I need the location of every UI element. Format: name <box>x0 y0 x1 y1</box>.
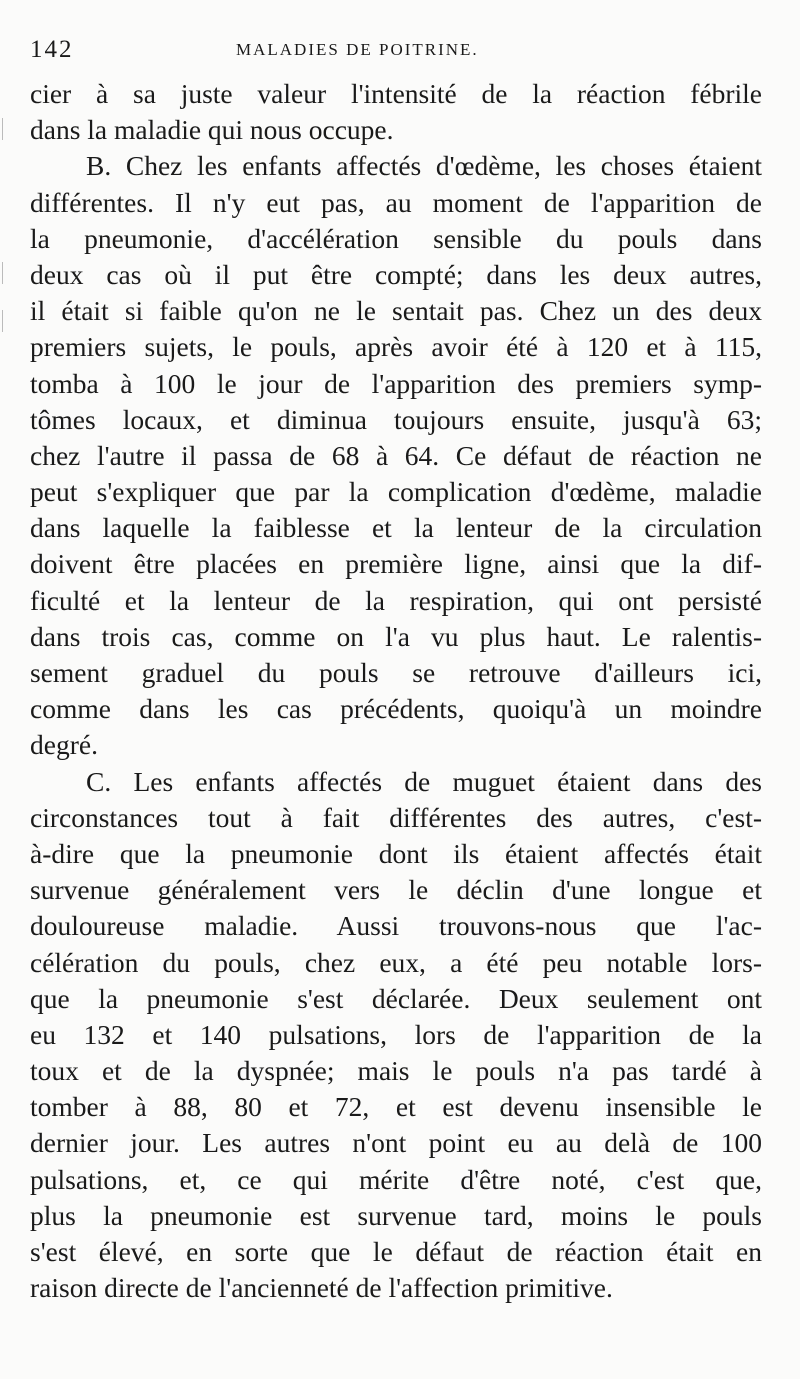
text-line: peut s'expliquer que par la complication d'œdème, maladie <box>30 476 762 508</box>
text-line: tômes locaux, et diminua toujours ensuite, jusqu'à 63; <box>30 403 762 435</box>
page-edge-mark <box>2 118 9 140</box>
text-line: la pneumonie, d'accélération sensible du pouls dans <box>30 222 762 254</box>
text-line: célération du pouls, chez eux, a été peu notable lors- <box>30 946 762 978</box>
text-line: comme dans les cas précédents, quoiqu'à un moindre <box>30 693 762 725</box>
text-line: toux et de la dyspnée; mais le pouls n'a pas tardé à <box>30 1055 762 1087</box>
text-line: raison directe de l'ancienneté de l'affection primitive. <box>30 1272 613 1304</box>
text-line: chez l'autre il passa de 68 à 64. Ce défaut de réaction ne <box>30 439 762 471</box>
text-line: circonstances tout à fait différentes des autres, c'est- <box>30 801 762 833</box>
page-header <box>30 30 770 66</box>
text-line: doivent être placées en première ligne, ainsi que la dif- <box>30 548 762 580</box>
text-line: C. Les enfants affectés de muguet étaient dans des <box>86 765 762 797</box>
text-line: plus la pneumonie est survenue tard, moins le pouls <box>30 1199 762 1231</box>
text-line: ficulté et la lenteur de la respiration, qui ont persisté <box>30 584 762 616</box>
body-text <box>30 76 762 1306</box>
text-line: B. Chez les enfants affectés d'œdème, les choses étaient <box>86 150 762 182</box>
paragraph <box>30 76 762 148</box>
text-line: survenue généralement vers le déclin d'une longue et <box>30 874 762 906</box>
text-line: dans la maladie qui nous occupe. <box>30 114 394 146</box>
text-line: que la pneumonie s'est déclarée. Deux seulement ont <box>30 982 762 1014</box>
text-line: premiers sujets, le pouls, après avoir été à 120 et à 115, <box>30 331 762 363</box>
text-line: dernier jour. Les autres n'ont point eu au delà de 100 <box>30 1127 762 1159</box>
text-line: s'est élevé, en sorte que le défaut de réaction était en <box>30 1236 762 1267</box>
text-line: cier à sa juste valeur l'intensité de la réaction fébrile <box>30 78 762 109</box>
text-line: eu 132 et 140 pulsations, lors de l'apparition de la <box>30 1018 762 1050</box>
paragraph <box>30 148 762 763</box>
page-edge-mark <box>2 310 9 332</box>
text-line: deux cas où il put être compté; dans les deux autres, <box>30 258 762 290</box>
text-line: sement graduel du pouls se retrouve d'ailleurs ici, <box>30 657 762 688</box>
paragraph <box>30 764 762 1307</box>
text-line: il était si faible qu'on ne le sentait pas. Chez un des deux <box>30 295 762 327</box>
text-line: douloureuse maladie. Aussi trouvons-nous que l'ac- <box>30 910 762 942</box>
text-line: degré. <box>30 729 98 761</box>
page-edge-mark <box>2 262 9 284</box>
text-line: différentes. Il n'y eut pas, au moment de l'apparition de <box>30 186 762 218</box>
text-line: à-dire que la pneumonie dont ils étaient affectés était <box>30 837 762 869</box>
text-line: dans laquelle la faiblesse et la lenteur de la circulation <box>30 512 762 544</box>
page-number: 142 <box>30 36 74 63</box>
running-title: MALADIES DE POITRINE. <box>236 40 479 59</box>
text-line: tomber à 88, 80 et 72, et est devenu insensible le <box>30 1091 762 1123</box>
text-line: tomba à 100 le jour de l'apparition des premiers symp- <box>30 367 762 399</box>
text-line: dans trois cas, comme on l'a vu plus haut. Le ralentis- <box>30 620 762 652</box>
text-line: pulsations, et, ce qui mérite d'être noté, c'est que, <box>30 1163 762 1195</box>
